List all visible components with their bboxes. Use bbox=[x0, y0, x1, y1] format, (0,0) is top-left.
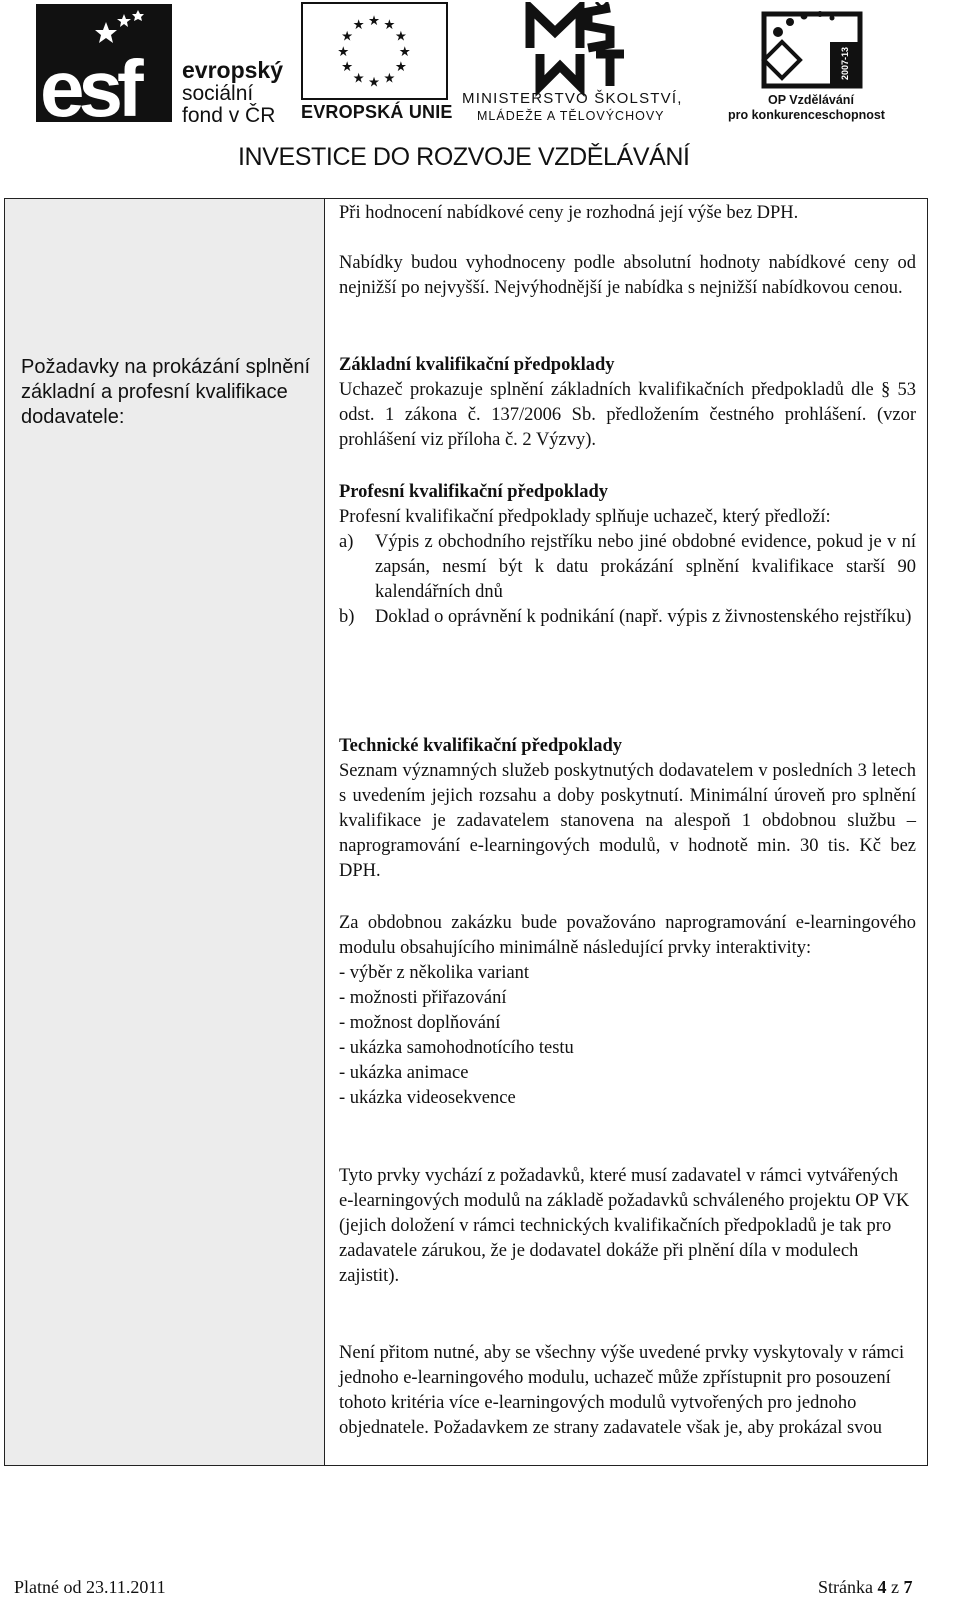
list-item: - výběr z několika variant bbox=[339, 963, 530, 983]
technical-qualification-section bbox=[339, 734, 916, 884]
similar-contract-intro: Za obdobnou zakázku bude považováno naprogramování e-learningového modulu obsahujícího minimálně následující prvky interaktivity: bbox=[339, 913, 916, 958]
svg-text:★: ★ bbox=[398, 44, 411, 60]
op-vk-line1: OP Vzdělávání bbox=[768, 93, 854, 107]
requirements-table bbox=[4, 198, 928, 1466]
svg-text:fond v ČR: fond v ČR bbox=[182, 104, 276, 126]
msmt-name-line1: MINISTERSTVO ŠKOLSTVÍ, bbox=[462, 90, 683, 107]
svg-text:★: ★ bbox=[368, 75, 381, 91]
price-note: Při hodnocení nabídkové ceny je rozhodná její výše bez DPH. bbox=[339, 203, 799, 223]
list-item-marker: a) bbox=[339, 532, 354, 552]
requirements-label: Požadavky na prokázání splnění základní a profesní kvalifikace dodavatele: bbox=[21, 356, 311, 428]
esf-logo bbox=[36, 4, 286, 126]
svg-text:★: ★ bbox=[341, 60, 354, 76]
label-cell-border bbox=[9, 199, 325, 1465]
list-item-text: Výpis z obchodního rejstříku nebo jiné obdobné evidence, pokud je v ní zapsán, nesmí být k datu prokázání splnění kvalifikace starší 90 kalendářních dnů bbox=[375, 532, 916, 602]
investice-tagline: INVESTICE DO ROZVOJE VZDĚLÁVÁNÍ bbox=[238, 143, 690, 171]
page-total: 7 bbox=[903, 1577, 913, 1597]
op-vk-line2: pro konkurenceschopnost bbox=[728, 108, 885, 122]
eu-label: EVROPSKÁ UNIE bbox=[301, 102, 453, 122]
list-item bbox=[339, 605, 916, 630]
page-prefix: Stránka bbox=[818, 1577, 878, 1597]
technical-qualification-heading: Technické kvalifikační předpoklady bbox=[339, 736, 623, 756]
professional-qualification-intro: Profesní kvalifikační předpoklady splňuje uchazeč, který předloží: bbox=[339, 507, 831, 527]
valid-from: Platné od 23.11.2011 bbox=[14, 1577, 166, 1597]
basic-qualification-heading: Základní kvalifikační předpoklady bbox=[339, 355, 615, 375]
evaluation-paragraph: Nabídky budou vyhodnoceny podle absolutní hodnoty nabídkové ceny od nejnižší po nejvyšší. Nejvýhodnější je nabídka s nejnižší nabídkovou cenou. bbox=[339, 253, 916, 298]
technical-qualification-text: Seznam významných služeb poskytnutých dodavatelem v posledních 3 letech s uvedením jejich rozsahu a doby poskytnutí. Minimální úroveň pro splnění kvalifikace je zadavatelem stanovena na alespoň 1 obdobnou službu – naprogramování e-learningových modulů, v hodnotě min. 30 tis. Kč bez DPH. bbox=[339, 761, 916, 881]
svg-text:★: ★ bbox=[368, 14, 381, 30]
svg-text:★: ★ bbox=[394, 60, 407, 76]
page-number bbox=[818, 1577, 912, 1598]
professional-qualification-heading: Profesní kvalifikační předpoklady bbox=[339, 482, 608, 502]
svg-text:★: ★ bbox=[337, 44, 350, 60]
svg-text:esf: esf bbox=[40, 44, 138, 126]
list-item: - ukázka animace bbox=[339, 1063, 469, 1083]
basic-qualification-text: Uchazeč prokazuje splnění základních kvalifikačních předpokladů dle § 53 odst. 1 zákona č. 137/2006 Sb. předložením čestného prohlášení. (vzor prohlášení viz příloha č. 2 Výzvy). bbox=[339, 380, 916, 450]
origin-paragraph: Tyto prvky vychází z požadavků, které musí zadavatel v rámci vytvářených e-learningových modulů na základě požadavků schváleného projektu OP VK (jejich doložení v rámci technických kvalifikačních předpokladů je tak pro zadavatele zárukou, že je dodavatel dokáže při plnění díla v modulech zajistit). bbox=[339, 1166, 910, 1286]
similar-contract-section bbox=[339, 911, 916, 1111]
note-paragraph: Není přitom nutné, aby se všechny výše uvedené prvky vyskytovaly v rámci jednoho e-learningového modulu, uchazeč může zpřístupnit pro posouzení tohoto kritéria více e-learningových modulů vytvořených pro jednoho objednatele. Požadavkem ze strany zadavatele však je, aby prokázal svou bbox=[339, 1343, 905, 1438]
msmt-name-line2: MLÁDEŽE A TĚLOVÝCHOVY bbox=[477, 109, 665, 123]
professional-qualification-section bbox=[339, 480, 916, 630]
list-item: - ukázka videosekvence bbox=[339, 1088, 516, 1108]
svg-text:★: ★ bbox=[352, 17, 365, 33]
svg-text:evropský: evropský bbox=[182, 57, 284, 83]
page-mid: z bbox=[886, 1577, 904, 1597]
list-item-text: Doklad o oprávnění k podnikání (např. výpis z živnostenského rejstříku) bbox=[375, 607, 912, 627]
list-item: - možnosti přiřazování bbox=[339, 988, 507, 1008]
list-item: - ukázka samohodnotícího testu bbox=[339, 1038, 574, 1058]
basic-qualification-section bbox=[339, 353, 916, 453]
page-current: 4 bbox=[877, 1577, 887, 1597]
list-item: - možnost doplňování bbox=[339, 1013, 501, 1033]
svg-text:★: ★ bbox=[383, 71, 396, 87]
eu-flag-icon bbox=[301, 2, 448, 100]
list-item bbox=[339, 530, 916, 605]
list-item-marker: b) bbox=[339, 607, 355, 627]
svg-text:★: ★ bbox=[341, 29, 354, 45]
svg-text:★: ★ bbox=[352, 71, 365, 87]
label-cell bbox=[5, 199, 325, 1465]
svg-text:★: ★ bbox=[383, 17, 396, 33]
svg-text:★: ★ bbox=[394, 29, 407, 45]
svg-text:sociální: sociální bbox=[182, 82, 254, 105]
svg-text:2007-13: 2007-13 bbox=[840, 46, 850, 80]
